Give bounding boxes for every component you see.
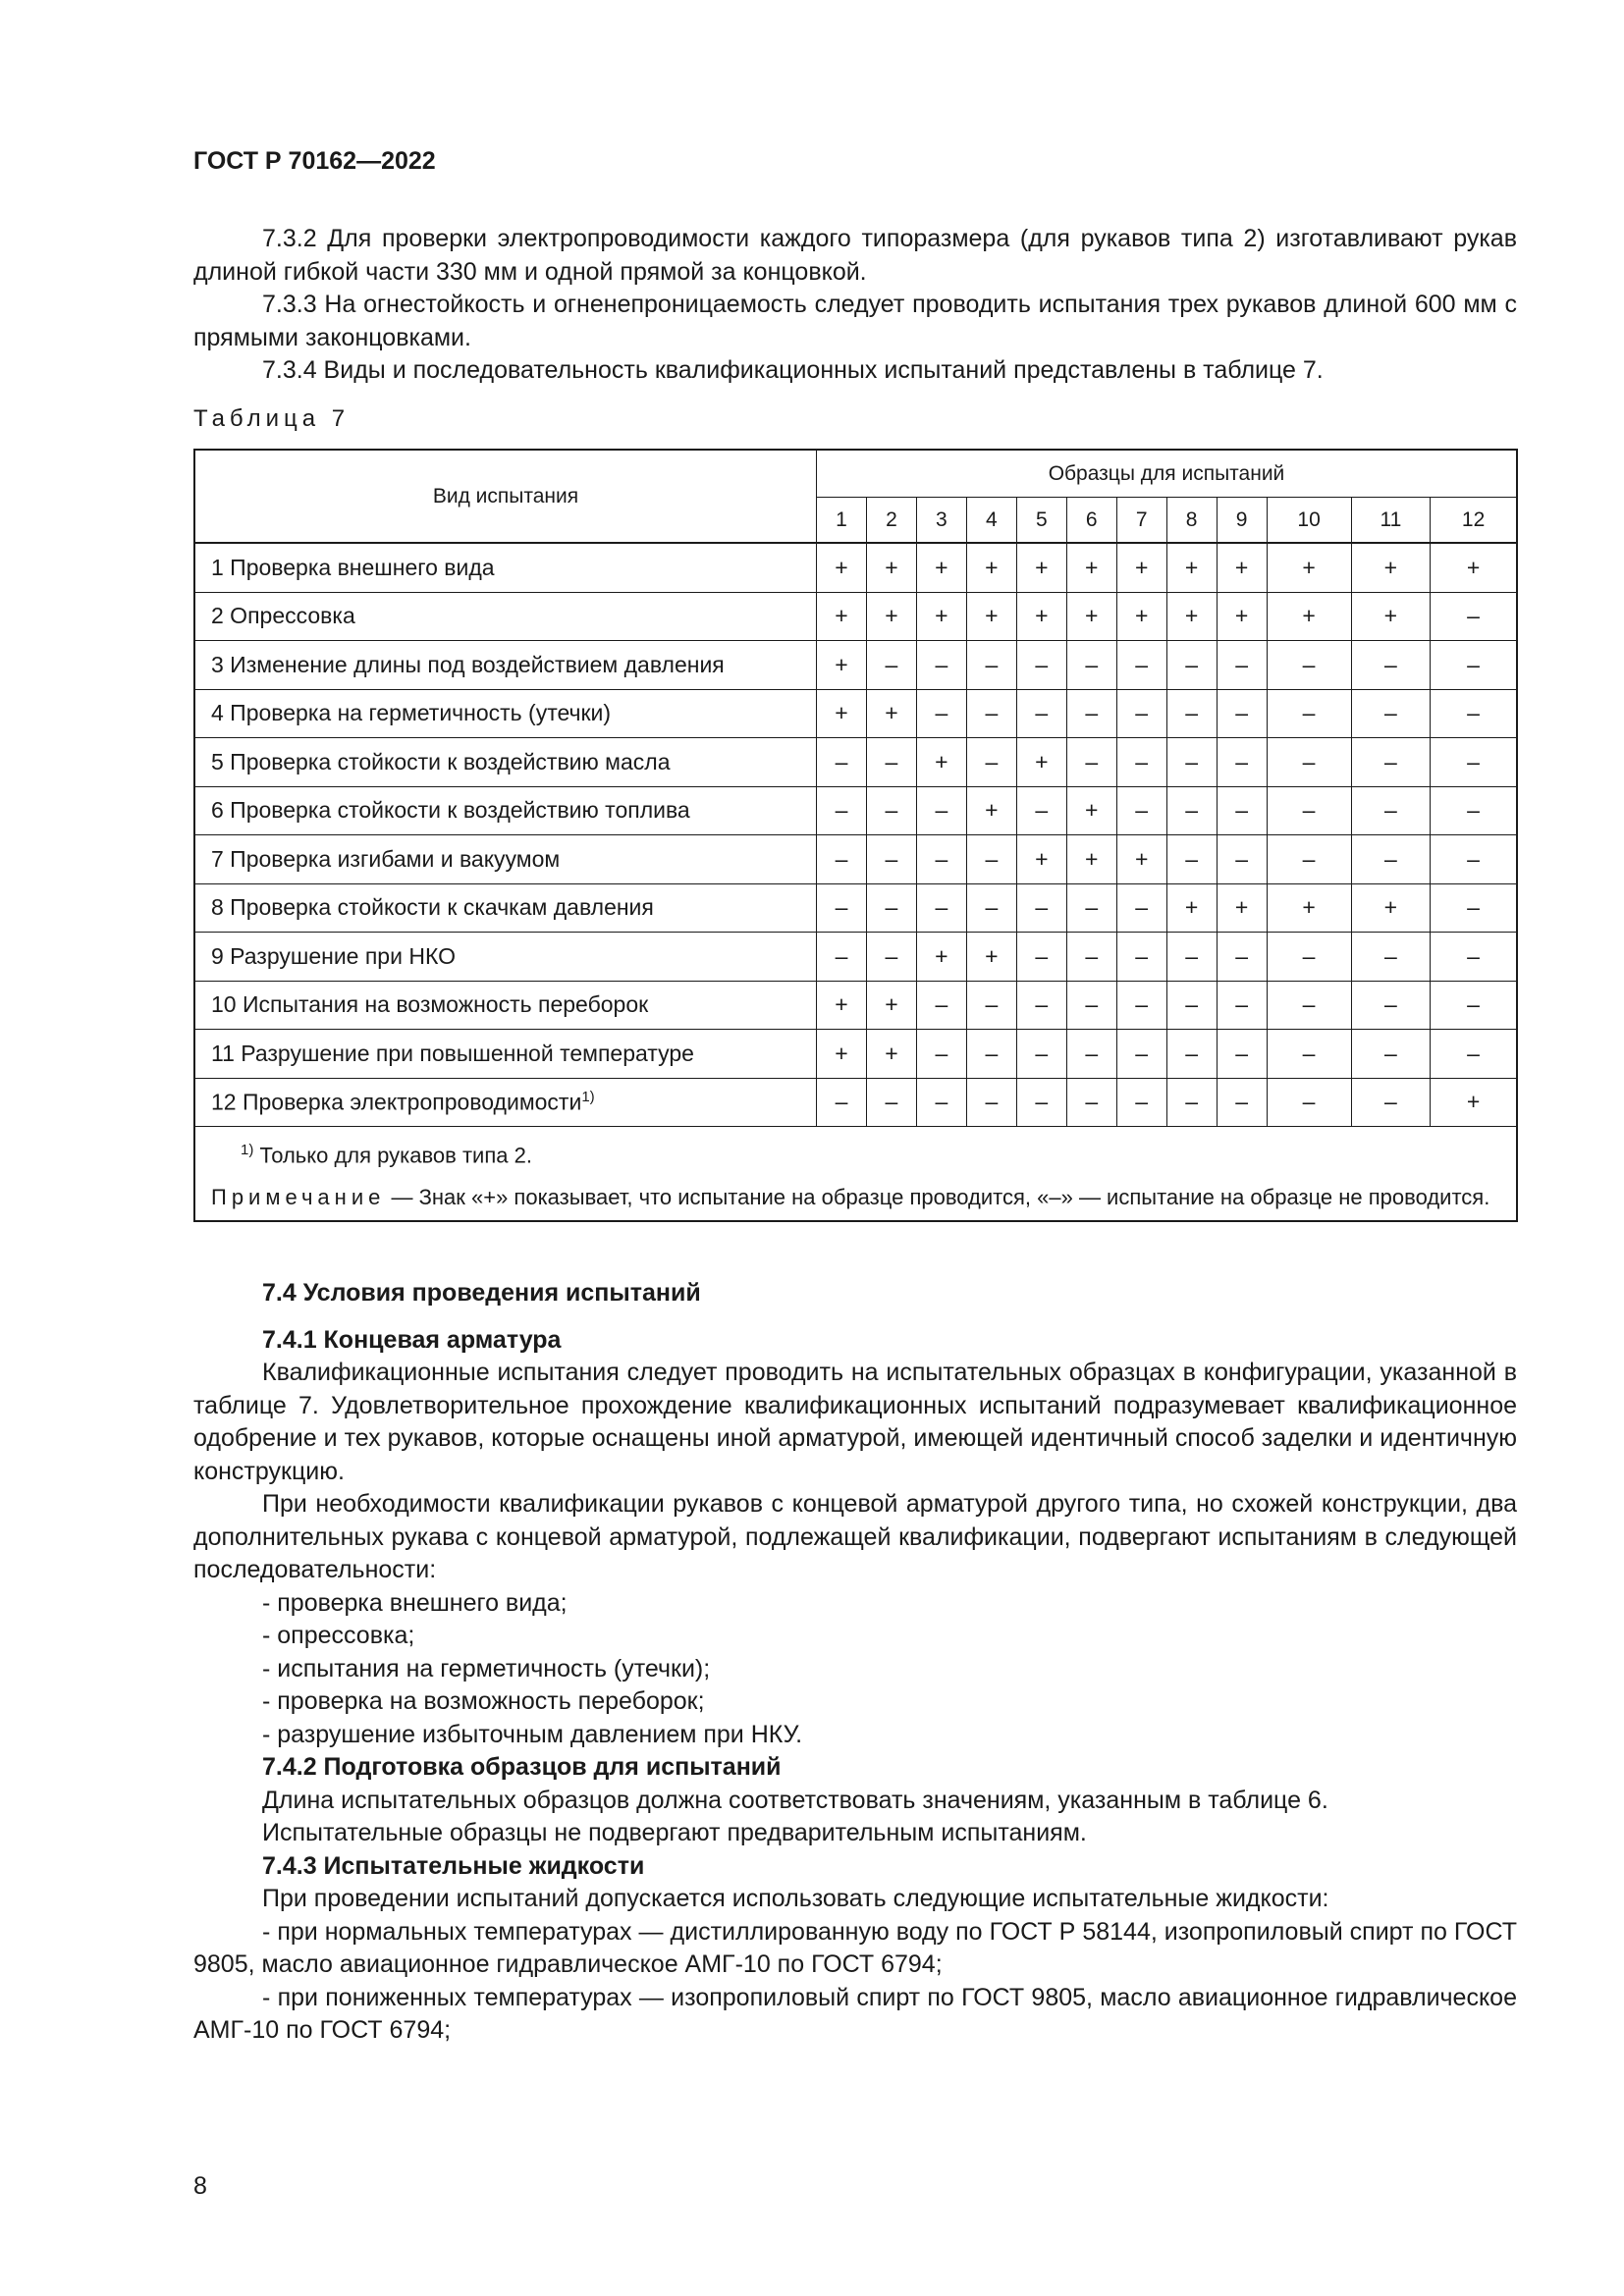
- sample-mark-cell: –: [1016, 641, 1066, 690]
- paragraph-7-4-3-b: - при нормальных температурах — дистиллированную воду по ГОСТ Р 58144, изопропиловый спирт по ГОСТ 9805, масло авиационное гидравлическое АМГ-10 по ГОСТ 6794;: [193, 1917, 1517, 1978]
- sample-mark-cell: +: [916, 592, 966, 641]
- test-type-cell: [194, 689, 817, 738]
- sample-mark-cell: –: [1217, 1078, 1267, 1127]
- sample-mark-cell: –: [1016, 1078, 1066, 1127]
- sample-mark-cell: +: [916, 738, 966, 787]
- sample-mark-cell: +: [817, 641, 867, 690]
- table-row: [194, 592, 1517, 641]
- test-type-label: 7 Проверка изгибами и вакуумом: [211, 845, 561, 872]
- sample-mark-cell: –: [1217, 689, 1267, 738]
- sample-mark-cell: –: [1116, 981, 1166, 1030]
- table-footnote: [241, 1135, 1500, 1170]
- test-type-cell: [194, 1030, 817, 1079]
- sample-mark-cell: –: [817, 786, 867, 835]
- table-row: [194, 883, 1517, 933]
- sample-mark-cell: –: [866, 1078, 916, 1127]
- footnote-marker: 1): [241, 1142, 254, 1158]
- sample-mark-cell: –: [1166, 835, 1217, 884]
- sample-mark-cell: +: [1351, 592, 1431, 641]
- test-type-label: 8 Проверка стойкости к скачкам давления: [211, 894, 654, 921]
- sample-mark-cell: +: [817, 981, 867, 1030]
- sample-mark-cell: +: [1016, 835, 1066, 884]
- list-item: - проверка внешнего вида;: [262, 1588, 568, 1617]
- sample-mark-cell: +: [1066, 592, 1116, 641]
- sample-mark-cell: +: [1351, 883, 1431, 933]
- list-item: - опрессовка;: [262, 1622, 415, 1649]
- sample-mark-cell: –: [916, 1078, 966, 1127]
- sample-mark-cell: –: [1116, 1078, 1166, 1127]
- sample-mark-cell: –: [1431, 641, 1517, 690]
- heading-7-4-3: 7.4.3 Испытательные жидкости: [262, 1851, 645, 1880]
- paragraph-7-4-2-b: Испытательные образцы не подвергают предварительным испытаниям.: [262, 1819, 1087, 1846]
- document-header: ГОСТ Р 70162—2022: [193, 147, 436, 175]
- paragraph-7-4-1-a: Квалификационные испытания следует проводить на испытательных образцах в конфигурации, указанной в таблице 7. Удовлетворительное прохождение квалификационных испытаний подразумевает квалификационное одобрение и тех рукавов, которые оснащены иной арматурой, имеющей идентичный способ заделки и идентичную конструкцию.: [193, 1359, 1517, 1485]
- col-header-test-type: Вид испытания: [194, 450, 817, 543]
- table-row: [194, 738, 1517, 787]
- sample-mark-cell: –: [1351, 933, 1431, 982]
- sample-mark-cell: +: [966, 786, 1016, 835]
- sample-mark-cell: +: [817, 689, 867, 738]
- sample-mark-cell: –: [1217, 981, 1267, 1030]
- sample-mark-cell: –: [966, 1078, 1016, 1127]
- sample-mark-cell: –: [916, 786, 966, 835]
- test-type-label: 3 Изменение длины под воздействием давления: [211, 651, 725, 677]
- paragraph-7-4-3-a: При проведении испытаний допускается использовать следующие испытательные жидкости:: [262, 1885, 1329, 1912]
- sample-mark-cell: +: [1166, 883, 1217, 933]
- test-type-cell: [194, 543, 817, 592]
- sample-mark-cell: +: [1267, 592, 1351, 641]
- sample-mark-cell: –: [817, 738, 867, 787]
- sample-mark-cell: +: [866, 981, 916, 1030]
- test-type-label: 2 Опрессовка: [211, 603, 355, 629]
- table-caption: Таблица 7: [193, 405, 351, 432]
- sample-mark-cell: –: [1351, 641, 1431, 690]
- sample-mark-cell: +: [1351, 543, 1431, 592]
- test-type-label: 9 Разрушение при НКО: [211, 942, 456, 969]
- sample-mark-cell: –: [1116, 933, 1166, 982]
- sample-mark-cell: –: [1166, 641, 1217, 690]
- table-row: [194, 835, 1517, 884]
- sample-mark-cell: –: [1016, 883, 1066, 933]
- sample-mark-cell: –: [817, 1078, 867, 1127]
- paragraph-7-3-2: 7.3.2 Для проверки электропроводимости каждого типоразмера (для рукавов типа 2) изготавливают рукав длиной гибкой части 330 мм и одной прямой за концовкой.: [193, 225, 1517, 286]
- sample-mark-cell: –: [1166, 738, 1217, 787]
- sample-mark-cell: +: [1016, 592, 1066, 641]
- intro-paragraphs: [193, 223, 1517, 388]
- sample-mark-cell: –: [1431, 592, 1517, 641]
- sample-mark-cell: +: [966, 933, 1016, 982]
- sample-mark-cell: –: [1267, 786, 1351, 835]
- table-row: [194, 981, 1517, 1030]
- sample-mark-cell: –: [1217, 835, 1267, 884]
- sample-mark-cell: +: [1217, 592, 1267, 641]
- test-type-label: 10 Испытания на возможность переборок: [211, 991, 649, 1018]
- sample-number-header: 6: [1066, 498, 1116, 544]
- sample-mark-cell: –: [866, 883, 916, 933]
- sample-mark-cell: –: [1066, 981, 1116, 1030]
- sample-mark-cell: –: [1066, 689, 1116, 738]
- sample-mark-cell: –: [1267, 981, 1351, 1030]
- sample-mark-cell: –: [1431, 738, 1517, 787]
- note-label: Примечание: [211, 1185, 386, 1210]
- sample-mark-cell: –: [1267, 738, 1351, 787]
- sample-mark-cell: –: [1066, 883, 1116, 933]
- sample-mark-cell: –: [1016, 981, 1066, 1030]
- sample-mark-cell: –: [1066, 933, 1116, 982]
- section-7-4: [193, 1277, 1517, 2048]
- sample-mark-cell: –: [1267, 835, 1351, 884]
- sample-mark-cell: –: [916, 1030, 966, 1079]
- sample-mark-cell: –: [1217, 1030, 1267, 1079]
- sample-mark-cell: +: [916, 933, 966, 982]
- test-type-cell: [194, 933, 817, 982]
- sample-mark-cell: –: [1267, 1078, 1351, 1127]
- sample-mark-cell: –: [1431, 689, 1517, 738]
- table-row: [194, 1078, 1517, 1127]
- paragraph-7-4-3-c: - при пониженных температурах — изопропиловый спирт по ГОСТ 9805, масло авиационное гидравлическое АМГ-10 по ГОСТ 6794;: [193, 1983, 1517, 2044]
- sample-mark-cell: –: [1217, 641, 1267, 690]
- test-type-label: 5 Проверка стойкости к воздействию масла: [211, 748, 671, 774]
- sample-mark-cell: +: [1267, 543, 1351, 592]
- sample-mark-cell: –: [966, 981, 1016, 1030]
- sample-mark-cell: –: [817, 883, 867, 933]
- test-type-cell: [194, 786, 817, 835]
- sample-mark-cell: +: [1066, 835, 1116, 884]
- sample-mark-cell: +: [1431, 543, 1517, 592]
- sample-mark-cell: –: [1431, 786, 1517, 835]
- sample-mark-cell: +: [817, 543, 867, 592]
- sample-mark-cell: –: [1116, 738, 1166, 787]
- sample-number-header: 3: [916, 498, 966, 544]
- sample-mark-cell: +: [966, 592, 1016, 641]
- sample-number-header: 2: [866, 498, 916, 544]
- sample-mark-cell: +: [1016, 543, 1066, 592]
- sample-mark-cell: –: [1016, 933, 1066, 982]
- sample-mark-cell: +: [1116, 835, 1166, 884]
- test-type-label: 6 Проверка стойкости к воздействию топлива: [211, 797, 690, 824]
- sample-mark-cell: –: [1267, 1030, 1351, 1079]
- sample-mark-cell: –: [1166, 1030, 1217, 1079]
- col-header-samples: Образцы для испытаний: [817, 450, 1518, 498]
- test-type-cell: [194, 1078, 817, 1127]
- sample-mark-cell: +: [1166, 543, 1217, 592]
- sample-number-header: 10: [1267, 498, 1351, 544]
- sample-mark-cell: –: [1431, 1030, 1517, 1079]
- sample-mark-cell: –: [966, 689, 1016, 738]
- table-row: [194, 689, 1517, 738]
- sample-mark-cell: –: [1166, 689, 1217, 738]
- note-text: — Знак «+» показывает, что испытание на образце проводится, «–» — испытание на образце не проводится.: [391, 1185, 1490, 1210]
- sample-mark-cell: –: [916, 641, 966, 690]
- sample-mark-cell: –: [1267, 641, 1351, 690]
- sample-mark-cell: +: [1016, 738, 1066, 787]
- sample-mark-cell: –: [1066, 1030, 1116, 1079]
- paragraph-7-3-3: 7.3.3 На огнестойкость и огненепроницаемость следует проводить испытания трех рукавов длиной 600 мм с прямыми законцовками.: [193, 291, 1517, 351]
- sample-mark-cell: –: [1217, 786, 1267, 835]
- sample-mark-cell: +: [916, 543, 966, 592]
- sample-mark-cell: +: [817, 1030, 867, 1079]
- table-row: [194, 933, 1517, 982]
- sample-mark-cell: +: [1116, 592, 1166, 641]
- sample-mark-cell: –: [1217, 933, 1267, 982]
- sample-mark-cell: –: [866, 786, 916, 835]
- sample-mark-cell: –: [866, 641, 916, 690]
- sample-mark-cell: +: [866, 689, 916, 738]
- sample-mark-cell: –: [1016, 689, 1066, 738]
- test-type-cell: [194, 835, 817, 884]
- sample-mark-cell: –: [1431, 835, 1517, 884]
- test-type-cell: [194, 641, 817, 690]
- sample-mark-cell: –: [966, 738, 1016, 787]
- sample-number-header: 5: [1016, 498, 1066, 544]
- sample-mark-cell: –: [916, 883, 966, 933]
- table-footnote-cell: [194, 1127, 1517, 1222]
- test-type-cell: [194, 981, 817, 1030]
- table-note: [211, 1182, 1500, 1212]
- sample-mark-cell: –: [1431, 933, 1517, 982]
- sample-mark-cell: +: [866, 1030, 916, 1079]
- sample-number-header: 4: [966, 498, 1016, 544]
- sample-mark-cell: –: [966, 883, 1016, 933]
- sample-mark-cell: –: [1066, 1078, 1116, 1127]
- sample-mark-cell: –: [1116, 1030, 1166, 1079]
- sample-mark-cell: –: [1166, 981, 1217, 1030]
- sample-mark-cell: –: [1267, 933, 1351, 982]
- sample-mark-cell: –: [1016, 1030, 1066, 1079]
- heading-7-4-1: 7.4.1 Концевая арматура: [262, 1325, 562, 1354]
- heading-7-4-2: 7.4.2 Подготовка образцов для испытаний: [262, 1753, 782, 1781]
- sample-mark-cell: +: [866, 592, 916, 641]
- test-type-label: 12 Проверка электропроводимости: [211, 1089, 582, 1115]
- list-item: - проверка на возможность переборок;: [262, 1687, 705, 1715]
- sample-mark-cell: –: [1431, 883, 1517, 933]
- sample-mark-cell: –: [1166, 933, 1217, 982]
- sample-mark-cell: +: [1116, 543, 1166, 592]
- sample-mark-cell: –: [866, 738, 916, 787]
- sample-mark-cell: –: [1066, 641, 1116, 690]
- sample-mark-cell: +: [1217, 883, 1267, 933]
- sample-mark-cell: –: [1351, 786, 1431, 835]
- sample-mark-cell: +: [966, 543, 1016, 592]
- sample-mark-cell: +: [817, 592, 867, 641]
- sample-mark-cell: –: [966, 835, 1016, 884]
- sample-mark-cell: –: [1351, 981, 1431, 1030]
- sample-mark-cell: –: [1016, 786, 1066, 835]
- sample-number-header: 9: [1217, 498, 1267, 544]
- footnote-text: Только для рукавов типа 2.: [259, 1143, 532, 1168]
- sample-number-header: 8: [1166, 498, 1217, 544]
- sample-mark-cell: –: [1351, 1030, 1431, 1079]
- sample-mark-cell: –: [916, 689, 966, 738]
- sample-mark-cell: –: [1066, 738, 1116, 787]
- sample-number-header: 1: [817, 498, 867, 544]
- sample-mark-cell: –: [1116, 883, 1166, 933]
- test-type-label: 11 Разрушение при повышенной температуре: [211, 1040, 694, 1066]
- footnote-ref: 1): [581, 1088, 595, 1105]
- sample-mark-cell: –: [1116, 689, 1166, 738]
- test-type-cell: [194, 883, 817, 933]
- paragraph-7-3-4: 7.3.4 Виды и последовательность квалификационных испытаний представлены в таблице 7.: [262, 356, 1324, 384]
- list-item: - разрушение избыточным давлением при НКУ.: [262, 1720, 803, 1748]
- sample-mark-cell: +: [1217, 543, 1267, 592]
- paragraph-7-4-1-b: При необходимости квалификации рукавов с концевой арматурой другого типа, но схожей конструкции, два дополнительных рукава с концевой арматурой, подлежащей квалификации, подвергают испытаниям в следующей последовательности:: [193, 1490, 1517, 1583]
- table-row: [194, 1030, 1517, 1079]
- sample-mark-cell: –: [1431, 981, 1517, 1030]
- sample-mark-cell: –: [966, 641, 1016, 690]
- sample-mark-cell: –: [916, 835, 966, 884]
- sample-number-header: 11: [1351, 498, 1431, 544]
- test-type-label: 1 Проверка внешнего вида: [211, 554, 495, 580]
- sample-mark-cell: –: [1351, 835, 1431, 884]
- sample-mark-cell: –: [1351, 689, 1431, 738]
- table-row: [194, 786, 1517, 835]
- list-item: - испытания на герметичность (утечки);: [262, 1654, 711, 1682]
- sample-mark-cell: –: [1116, 641, 1166, 690]
- sample-mark-cell: +: [1066, 543, 1116, 592]
- test-type-cell: [194, 592, 817, 641]
- sample-mark-cell: +: [1431, 1078, 1517, 1127]
- sample-number-header: 12: [1431, 498, 1517, 544]
- sample-number-header: 7: [1116, 498, 1166, 544]
- sample-mark-cell: –: [1166, 1078, 1217, 1127]
- table-row: [194, 641, 1517, 690]
- sample-mark-cell: –: [866, 835, 916, 884]
- test-type-label: 4 Проверка на герметичность (утечки): [211, 700, 612, 726]
- sample-mark-cell: –: [817, 933, 867, 982]
- sample-mark-cell: –: [1116, 786, 1166, 835]
- sample-mark-cell: –: [1217, 738, 1267, 787]
- sample-mark-cell: +: [1166, 592, 1217, 641]
- heading-7-4: 7.4 Условия проведения испытаний: [262, 1279, 701, 1307]
- sample-mark-cell: –: [966, 1030, 1016, 1079]
- sample-mark-cell: +: [866, 543, 916, 592]
- sample-mark-cell: –: [1351, 738, 1431, 787]
- sample-mark-cell: –: [866, 933, 916, 982]
- table-row: [194, 543, 1517, 592]
- page-number: 8: [193, 2172, 207, 2200]
- sample-mark-cell: +: [1066, 786, 1116, 835]
- sample-mark-cell: +: [1267, 883, 1351, 933]
- table-7: [193, 449, 1518, 1222]
- sample-mark-cell: –: [916, 981, 966, 1030]
- sequence-list: [193, 1587, 1517, 1752]
- sample-mark-cell: –: [1267, 689, 1351, 738]
- test-type-cell: [194, 738, 817, 787]
- sample-mark-cell: –: [1166, 786, 1217, 835]
- sample-mark-cell: –: [1351, 1078, 1431, 1127]
- paragraph-7-4-2-a: Длина испытательных образцов должна соответствовать значениям, указанным в таблице 6.: [262, 1786, 1328, 1814]
- sample-mark-cell: –: [817, 835, 867, 884]
